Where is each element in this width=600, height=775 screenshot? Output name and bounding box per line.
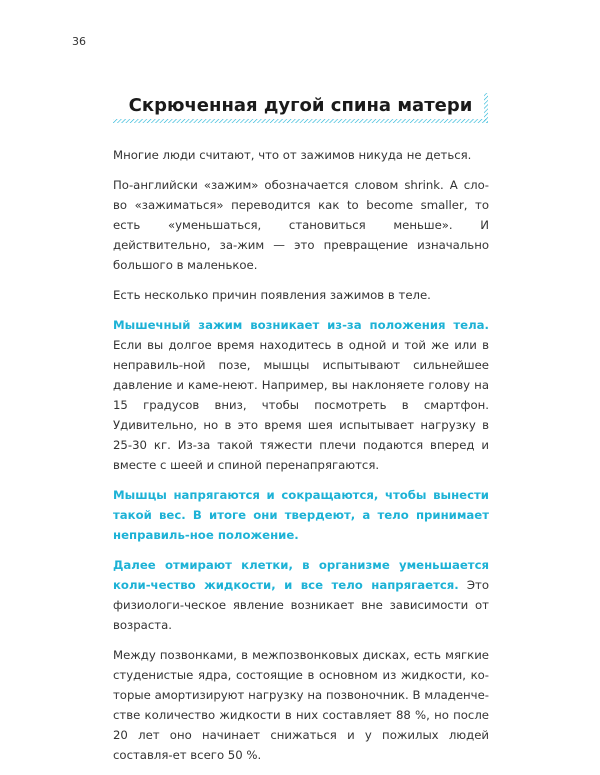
paragraph-6: Далее отмирают клетки, в организме уменьшается коли-чество жидкости, и все тело напрягается. Это физиологи-ческое явление возникает вне зависимости от возраста. [113,558,489,632]
page-title: Скрюченная дугой спина матери [128,95,473,116]
paragraph-5 [113,485,489,545]
paragraph-3: Есть несколько причин появления зажимов в теле. [113,288,431,302]
body-text [113,145,489,775]
section-heading [113,93,488,123]
highlight-text: Мышечный зажим возникает из-за положения тела. [113,318,489,332]
highlight-text: Мышцы напрягаются и сокращаются, чтобы вынести такой вес. В итоге они твердеют, а тело принимает неправиль-ное положение. [113,488,489,542]
highlight-text: Далее отмирают клетки, в организме уменьшается коли-чество жидкости, и все тело напрягается. [113,558,489,592]
paragraph-1: Многие люди считают, что от зажимов никуда не деться. [113,148,472,162]
paragraph-2: По-английски «зажим» обозначается словом shrink. А сло-во «зажиматься» переводится как to become smaller, то есть «уменьшаться, становиться меньше». И действительно, за-жим — это превращение изначально большого в маленькое. [113,178,489,272]
paragraph-7: Между позвонками, в межпозвонковых дисках, есть мягкие студенистые ядра, состоящие в основном из жидкости, ко-торые амортизируют нагрузку на позвоночник. В младенче-стве количество жидкости в них составляет 88 %, но после 20 лет оно начинает снижаться и у пожилых людей составля-ет всего 50 %. [113,648,489,762]
paragraph-4: Мышечный зажим возникает из-за положения тела. Если вы долгое время находитесь в одной и той же или в неправиль-ной позе, мышцы испытывают сильнейшее давление и каме-неют. Например, вы наклоняете голову на 15 градусов вниз, чтобы посмотреть в смартфон. Удивительно, но в это время шея испытывает нагрузку в 25-30 кг. Из-за такой тяжести плечи подаются вперед и вместе с шеей и спиной перенапрягаются. [113,318,489,472]
heading-hatch-bottom [113,119,488,123]
page-number: 36 [72,35,86,48]
